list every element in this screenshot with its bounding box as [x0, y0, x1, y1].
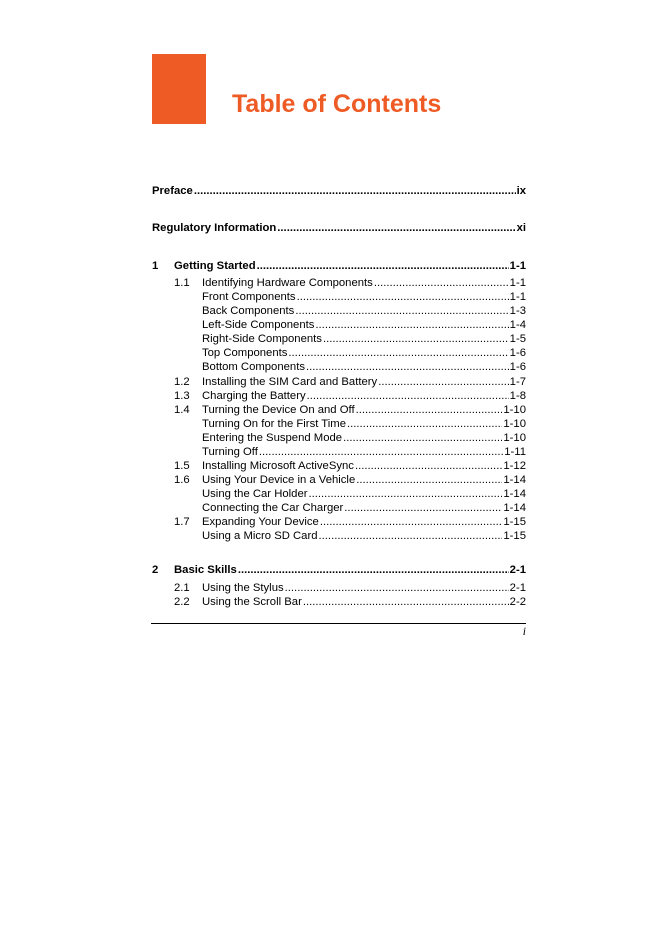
toc-entry-label: Front Components: [202, 291, 296, 303]
toc-chapter-1[interactable]: [152, 259, 526, 273]
toc-entry-label: Installing Microsoft ActiveSync: [202, 460, 354, 472]
toc-section-number: 1.1: [174, 277, 190, 289]
dot-leader: [323, 333, 509, 346]
dot-leader: [194, 185, 516, 198]
dot-leader: [259, 446, 503, 459]
toc-entry-label: Back Components: [202, 305, 295, 317]
toc-entry-label: Using the Car Holder: [202, 488, 308, 500]
toc-entry-page: 1-3: [509, 305, 526, 317]
dot-leader: [238, 564, 509, 577]
toc-section-number: 1.3: [174, 390, 190, 402]
toc-entry-label: Basic Skills: [174, 564, 237, 576]
toc-entry-page: 2-1: [509, 564, 526, 576]
toc-entry-label: Using a Micro SD Card: [202, 530, 318, 542]
dot-leader: [356, 404, 503, 417]
toc-entry-label: Expanding Your Device: [202, 516, 319, 528]
dot-leader: [295, 305, 508, 318]
footer-divider: [151, 623, 526, 624]
toc-section-2-2[interactable]: [174, 595, 526, 609]
toc-entry-preface[interactable]: [152, 184, 526, 198]
toc-entry-label: Left-Side Components: [202, 319, 315, 331]
toc-entry-page: 1-8: [509, 390, 526, 402]
toc-entry-page: 2-1: [509, 582, 526, 594]
toc-entry-page: 1-14: [503, 488, 526, 500]
toc-entry-page: 1-6: [509, 361, 526, 373]
toc-subsection-turning-off[interactable]: [202, 445, 526, 459]
toc-entry-label: Preface: [152, 185, 193, 197]
toc-entry-page: 1-6: [509, 347, 526, 359]
toc-entry-page: 1-11: [504, 446, 526, 458]
toc-subsection-front[interactable]: [202, 290, 526, 304]
toc-section-1-4[interactable]: [174, 403, 526, 417]
toc-entry-regulatory[interactable]: [152, 221, 526, 235]
toc-entry-label: Charging the Battery: [202, 390, 306, 402]
toc-entry-label: Using the Scroll Bar: [202, 596, 302, 608]
toc-subsection-suspend[interactable]: [202, 431, 526, 445]
toc-entry-page: 1-4: [509, 319, 526, 331]
toc-section-number: 2.2: [174, 596, 190, 608]
toc-section-2-1[interactable]: [174, 581, 526, 595]
dot-leader: [303, 596, 509, 609]
toc-entry-page: 2-2: [509, 596, 526, 608]
toc-entry-label: Turning the Device On and Off: [202, 404, 355, 416]
toc-entry-page: 1-1: [509, 260, 526, 272]
toc-chapter-2[interactable]: [152, 563, 526, 577]
toc-section-number: 1.2: [174, 376, 190, 388]
dot-leader: [288, 347, 508, 360]
toc-section-number: 1.4: [174, 404, 190, 416]
toc-chapter-number: 2: [152, 564, 159, 576]
toc-entry-page: 1-10: [503, 418, 526, 430]
toc-entry-page: ix: [516, 185, 526, 197]
toc-subsection-bottom[interactable]: [202, 360, 526, 374]
toc-subsection-micro-sd[interactable]: [202, 529, 526, 543]
toc-entry-page: 1-15: [503, 516, 526, 528]
toc-entry-label: Using Your Device in a Vehicle: [202, 474, 356, 486]
dot-leader: [343, 432, 502, 445]
toc-entry-label: Installing the SIM Card and Battery: [202, 376, 378, 388]
dot-leader: [306, 361, 509, 374]
toc-entry-label: Turning On for the First Time: [202, 418, 346, 430]
toc-section-1-3[interactable]: [174, 389, 526, 403]
toc-entry-label: Entering the Suspend Mode: [202, 432, 343, 444]
toc-entry-label: Turning Off: [202, 446, 258, 458]
page-title: Table of Contents: [232, 90, 442, 118]
dot-leader: [355, 460, 502, 473]
toc-entry-label: Top Components: [202, 347, 288, 359]
toc-subsection-right[interactable]: [202, 332, 526, 346]
toc-entry-page: 1-12: [503, 460, 526, 472]
toc-subsection-back[interactable]: [202, 304, 526, 318]
dot-leader: [320, 516, 503, 529]
toc-entry-label: Identifying Hardware Components: [202, 277, 373, 289]
dot-leader: [356, 474, 502, 487]
toc-entry-page: 1-14: [503, 474, 526, 486]
toc-section-1-6[interactable]: [174, 473, 526, 487]
dot-leader: [277, 222, 515, 235]
orange-header-block: [152, 54, 206, 124]
toc-section-number: 1.5: [174, 460, 190, 472]
toc-section-1-1[interactable]: [174, 276, 526, 290]
toc-section-number: 1.7: [174, 516, 190, 528]
toc-entry-page: 1-7: [509, 376, 526, 388]
dot-leader: [257, 260, 509, 273]
toc-entry-page: 1-1: [509, 277, 526, 289]
toc-entry-page: 1-10: [503, 432, 526, 444]
toc-subsection-first-time[interactable]: [202, 417, 526, 431]
toc-entry-page: 1-15: [503, 530, 526, 542]
dot-leader: [315, 319, 508, 332]
toc-subsection-top[interactable]: [202, 346, 526, 360]
dot-leader: [319, 530, 503, 543]
toc-chapter-number: 1: [152, 260, 159, 272]
toc-entry-page: 1-10: [503, 404, 526, 416]
toc-section-1-7[interactable]: [174, 515, 526, 529]
toc-subsection-left[interactable]: [202, 318, 526, 332]
toc-entry-page: 1-14: [503, 502, 526, 514]
toc-section-number: 2.1: [174, 582, 190, 594]
dot-leader: [347, 418, 502, 431]
dot-leader: [297, 291, 509, 304]
toc-subsection-car-holder[interactable]: [202, 487, 526, 501]
toc-entry-label: Regulatory Information: [152, 222, 277, 234]
toc-entry-page: xi: [516, 222, 526, 234]
toc-entry-page: 1-1: [509, 291, 526, 303]
dot-leader: [374, 277, 509, 290]
dot-leader: [285, 582, 509, 595]
footer-page-number: i: [522, 626, 526, 638]
dot-leader: [307, 390, 509, 403]
toc-entry-page: 1-5: [509, 333, 526, 345]
dot-leader: [344, 502, 502, 515]
toc-section-1-5[interactable]: [174, 459, 526, 473]
toc-entry-label: Connecting the Car Charger: [202, 502, 344, 514]
toc-entry-label: Bottom Components: [202, 361, 305, 373]
dot-leader: [308, 488, 502, 501]
toc-entry-label: Using the Stylus: [202, 582, 284, 594]
toc-section-number: 1.6: [174, 474, 190, 486]
toc-entry-label: Getting Started: [174, 260, 256, 272]
toc-entry-label: Right-Side Components: [202, 333, 322, 345]
toc-subsection-car-charger[interactable]: [202, 501, 526, 515]
dot-leader: [378, 376, 508, 389]
toc-section-1-2[interactable]: [174, 375, 526, 389]
